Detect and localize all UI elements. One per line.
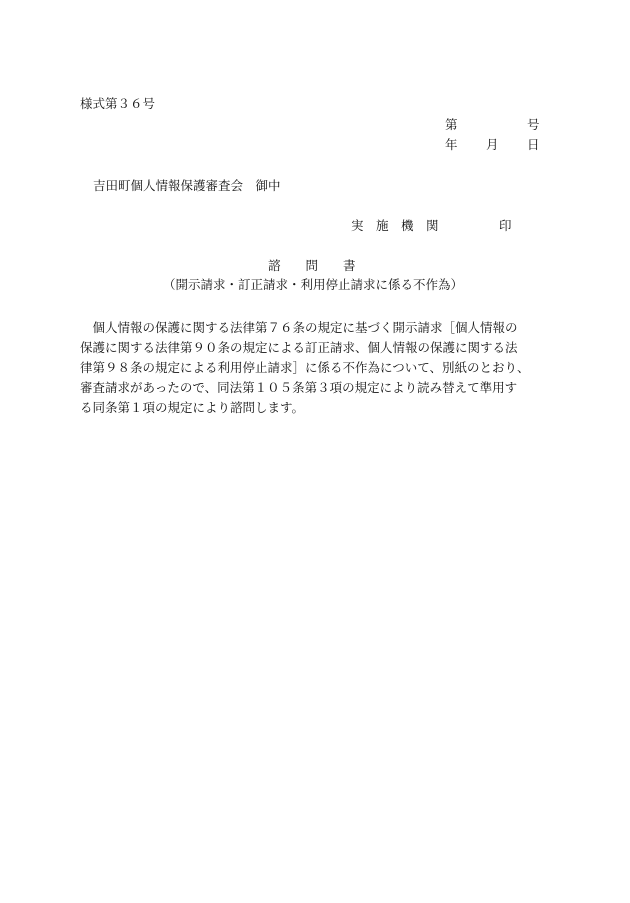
addressee: 吉田町個人情報保護審査会 御中 [93, 178, 281, 193]
body-line: 律第９８条の規定による利用停止請求］に係る不作為について、別紙のとおり、 [80, 360, 530, 375]
body-line: る同条第１項の規定により諮問します。 [80, 400, 305, 415]
body-line: 保護に関する法律第９０条の規定による訂正請求、個人情報の保護に関する法 [80, 340, 518, 355]
date-month-label: 月 [486, 137, 499, 152]
document-title: 諮 問 書 [268, 258, 356, 273]
seal-mark: 印 [499, 218, 512, 233]
body-line: 個人情報の保護に関する法律第７６条の規定に基づく開示請求［個人情報の [80, 320, 518, 335]
body-line: 審査請求があったので、同法第１０５条第３項の規定により読み替えて準用す [80, 380, 518, 395]
document-number-suffix: 号 [527, 117, 540, 132]
document-number-prefix: 第 [445, 117, 458, 132]
date-year-label: 年 [445, 137, 458, 152]
document-subtitle: （開示請求・訂正請求・利用停止請求に係る不作為） [163, 277, 464, 292]
date-day-label: 日 [527, 137, 540, 152]
form-number: 様式第３６号 [80, 96, 156, 111]
sender-name: 実 施 機 関 [351, 218, 439, 233]
body-text [80, 318, 560, 418]
